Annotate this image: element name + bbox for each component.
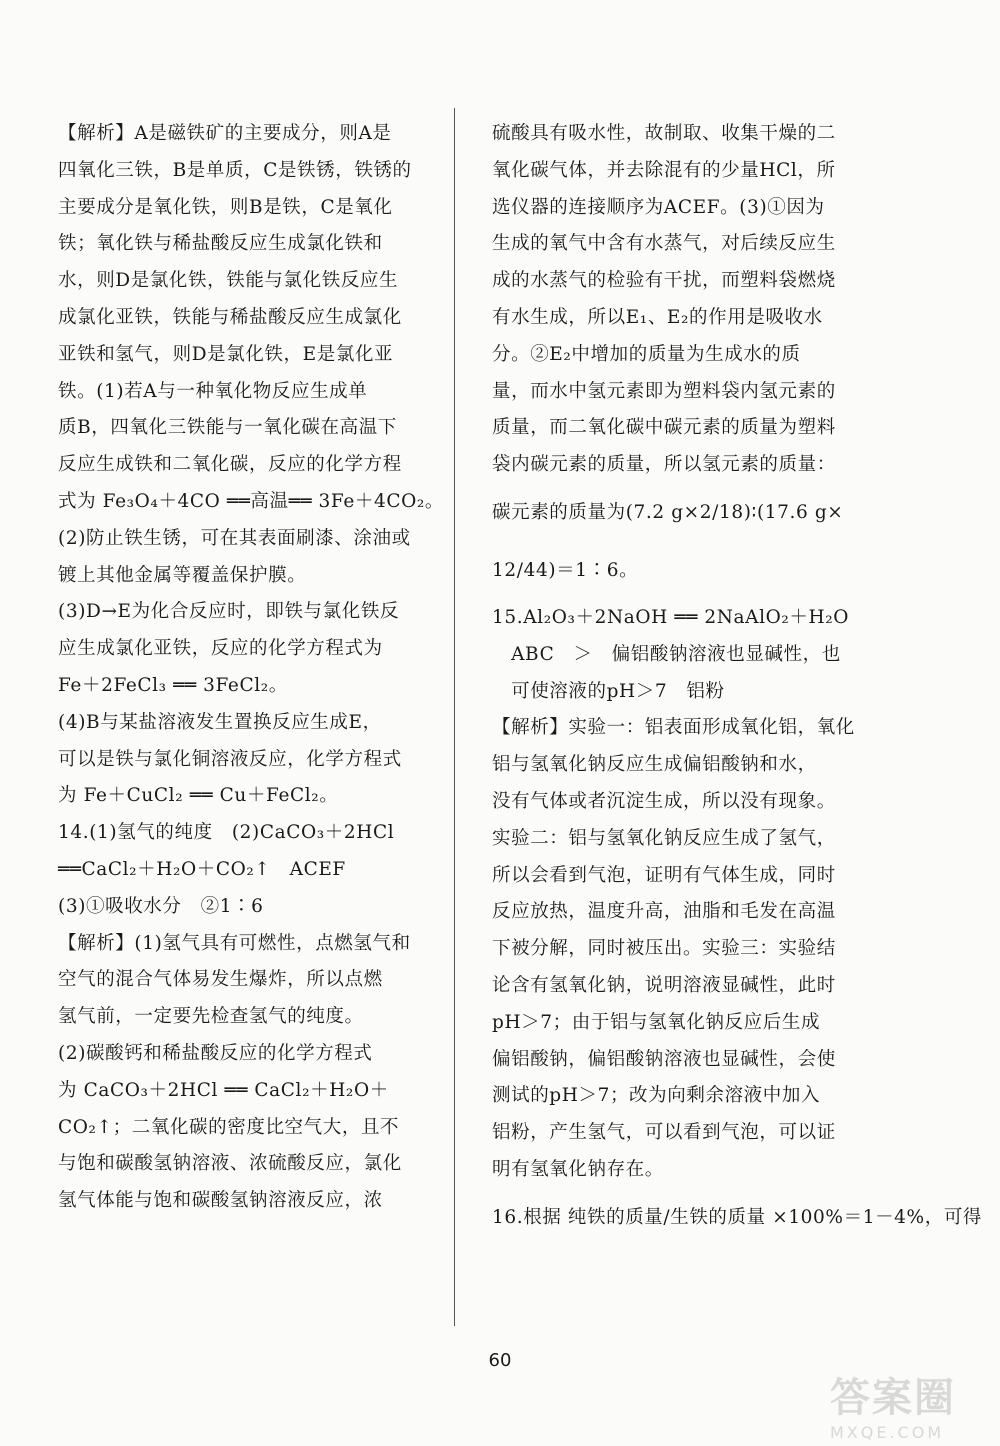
right-text-line: 选仪器的连接顺序为ACEF。(3)①因为 xyxy=(492,196,825,218)
left-text-line: ══CaCl₂＋H₂O＋CO₂↑ ACEF xyxy=(58,858,346,880)
left-text-line: (3)D→E为化合反应时，即铁与氯化铁反 xyxy=(58,601,400,623)
right-text-line: 所以会看到气泡，证明有气体生成，同时 xyxy=(492,864,836,886)
left-text-line: 与饱和碳酸氢钠溶液、浓硫酸反应，氯化 xyxy=(58,1153,402,1175)
left-text-line: 为 Fe＋CuCl₂ ══ Cu＋FeCl₂。 xyxy=(58,785,339,807)
left-text-line: 应生成氯化亚铁，反应的化学方程式为 xyxy=(58,638,383,660)
watermark-en: MXQE.COM xyxy=(830,1423,945,1442)
right-text-line: 生成的氧气中含有水蒸气，对后续反应生 xyxy=(492,233,836,255)
right-text-line: 硫酸具有吸水性，故制取、收集干燥的二 xyxy=(492,123,836,144)
left-text-line: 主要成分是氧化铁，则B是铁，C是氧化 xyxy=(58,196,393,218)
right-text-line: 16.根据 纯铁的质量/生铁的质量 ×100%＝1－4%，可得 xyxy=(492,1206,983,1228)
right-text-line: 论含有氢氧化钠，说明溶液显碱性，此时 xyxy=(492,974,836,996)
left-text-line: 为 CaCO₃＋2HCl ══ CaCl₂＋H₂O＋ xyxy=(58,1079,389,1101)
right-text-line: 偏铝酸钠，偏铝酸钠溶液也显碱性，会使 xyxy=(492,1048,836,1070)
left-text-line: 氢气体能与饱和碳酸氢钠溶液反应，浓 xyxy=(58,1190,383,1212)
right-text-line: 实验二：铝与氢氧化钠反应生成了氢气， xyxy=(492,827,836,849)
column-divider xyxy=(454,108,455,1326)
left-text-line: 反应生成铁和二氧化碳，反应的化学方程 xyxy=(58,454,402,476)
right-text-line: 下被分解，同时被压出。实验三：实验结 xyxy=(492,938,836,960)
left-text-line: 14.(1)氢气的纯度 (2)CaCO₃＋2HCl xyxy=(58,822,395,844)
right-text-line: 有水生成，所以E₁、E₂的作用是吸收水 xyxy=(492,306,823,328)
left-text-line: 【解析】A是磁铁矿的主要成分，则A是 xyxy=(58,123,392,144)
left-text-line: 式为 Fe₃O₄＋4CO ══高温══ 3Fe＋4CO₂。 xyxy=(58,490,445,512)
right-text-line: 15.Al₂O₃＋2NaOH ══ 2NaAlO₂＋H₂O xyxy=(492,606,849,628)
left-text-line: 镀上其他金属等覆盖保护膜。 xyxy=(58,564,307,586)
right-text-line: 袋内碳元素的质量，所以氢元素的质量： xyxy=(492,454,836,476)
right-text-line: pH＞7；由于铝与氢氧化钠反应后生成 xyxy=(492,1011,821,1033)
left-text-line: 铁。(1)若A与一种氧化物反应生成单 xyxy=(58,380,368,402)
right-text-line: 分。②E₂中增加的质量为生成水的质 xyxy=(492,343,801,365)
left-text-line: 质B，四氧化三铁能与一氧化碳在高温下 xyxy=(58,417,397,439)
right-text-line: 明有氢氧化钠存在。 xyxy=(492,1158,664,1180)
right-text-line: 测试的pH＞7；改为向剩余溶液中加入 xyxy=(492,1085,821,1107)
left-text-line: Fe＋2FeCl₃ ══ 3FeCl₂。 xyxy=(58,674,288,696)
left-text-line: 四氧化三铁，B是单质，C是铁锈，铁锈的 xyxy=(58,159,412,181)
left-text-line: (3)①吸收水分 ②1∶6 xyxy=(58,895,264,917)
right-text-line: 成的水蒸气的检验有干扰，而塑料袋燃烧 xyxy=(492,270,836,292)
right-text-line: 没有气体或者沉淀生成，所以没有现象。 xyxy=(492,790,836,812)
page-number: 60 xyxy=(488,1350,512,1371)
right-text-line: 可使溶液的pH＞7 铝粉 xyxy=(492,680,725,702)
right-column xyxy=(492,116,983,1247)
left-text-line: 亚铁和氢气，则D是氯化铁，E是氯化亚 xyxy=(58,343,394,365)
left-text-line: 氢气前，一定要先检查氢气的纯度。 xyxy=(58,1006,364,1028)
right-text-line: 铝与氢氧化钠反应生成偏铝酸钠和水， xyxy=(492,754,817,776)
left-text-line: 【解析】(1)氢气具有可燃性，点燃氢气和 xyxy=(58,932,411,954)
right-text-line: 氧化碳气体，并去除混有的少量HCl，所 xyxy=(492,159,836,181)
right-text-line: 12/44)＝1∶6。 xyxy=(492,559,639,581)
right-text-line: 反应放热，温度升高，油脂和毛发在高温 xyxy=(492,901,836,923)
left-text-line: 空气的混合气体易发生爆炸，所以点燃 xyxy=(58,969,383,991)
right-text-line: 量，而水中氢元素即为塑料袋内氢元素的 xyxy=(492,380,836,402)
right-text-line: 铝粉，产生氢气，可以看到气泡，可以证 xyxy=(492,1122,836,1144)
left-text-line: 铁；氧化铁与稀盐酸反应生成氯化铁和 xyxy=(58,233,383,255)
left-text-line: (4)B与某盐溶液发生置换反应生成E， xyxy=(58,711,382,733)
left-text-line: (2)防止铁生锈，可在其表面刷漆、涂油或 xyxy=(58,527,411,549)
watermark-cn: 答案圈 xyxy=(830,1375,956,1421)
left-text-line: 成氯化亚铁，铁能与稀盐酸反应生成氯化 xyxy=(58,306,402,328)
left-column xyxy=(58,116,445,1220)
left-text-line: CO₂↑；二氧化碳的密度比空气大，且不 xyxy=(58,1116,400,1138)
right-text-line: ABC ＞ 偏铝酸钠溶液也显碱性，也 xyxy=(492,643,841,665)
right-text-line: 质量，而二氧化碳中碳元素的质量为塑料 xyxy=(492,417,836,439)
left-text-line: 可以是铁与氯化铜溶液反应，化学方程式 xyxy=(58,748,402,770)
left-text-line: 水，则D是氯化铁，铁能与氯化铁反应生 xyxy=(58,270,399,292)
right-text-line: 碳元素的质量为(7.2 g×2/18)∶(17.6 g× xyxy=(492,501,844,523)
watermark-logo xyxy=(830,1366,980,1442)
right-text-line: 【解析】实验一：铝表面形成氧化铝，氧化 xyxy=(492,717,855,739)
left-text-line: (2)碳酸钙和稀盐酸反应的化学方程式 xyxy=(58,1042,373,1064)
